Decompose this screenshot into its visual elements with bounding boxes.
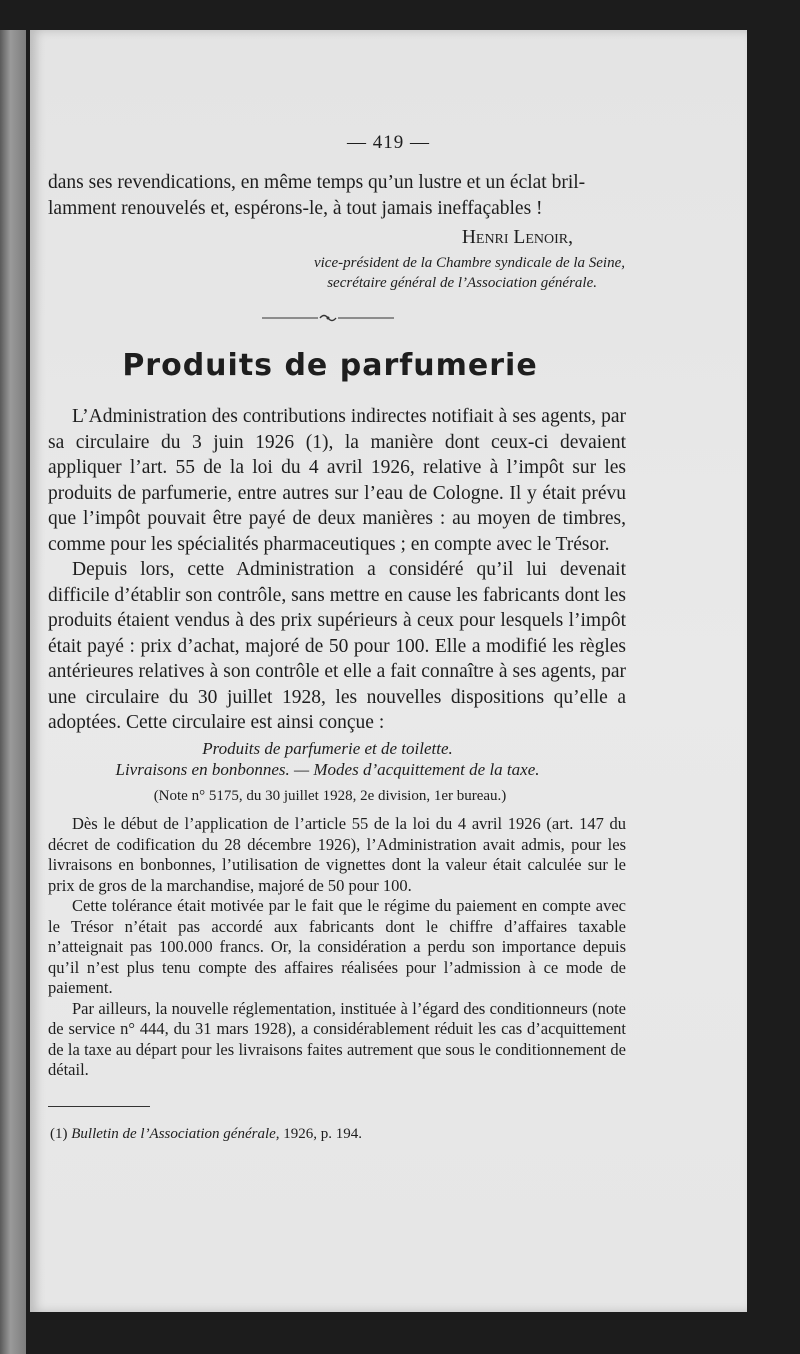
footnote-source: Bulletin de l’Association générale, [71,1126,280,1142]
ornament-divider [262,312,394,324]
opening-line-1: dans ses revendications, en même temps qu’un lustre et un éclat bril- [48,172,586,193]
opening-text [48,170,626,221]
footnote-detail: 1926, p. 194. [279,1126,363,1142]
signature-role-1: vice-président de la Chambre syndicale de la Seine, [313,255,625,271]
article-paragraph-2: Depuis lors, cette Administration a considéré qu’il lui devenait difficile d’établir son contrôle, sans mettre en cause les fabricants dont les produits étaient vendus à des prix supérieurs à ceux pour lesquels l’impôt était payé : prix d’achat, majoré de 50 pour 100. Elle a modifié les règles antérieures relatives à son contrôle et elle a fait connaître à ses agents, par une circulaire du 30 juillet 1928, les nouvelles dispositions qu’elle a adoptées. Cette circulaire est ainsi conçue : [48,559,626,733]
document-page [30,30,747,1312]
page-number: — 419 — [347,132,430,153]
circular-paragraph-3: Par ailleurs, la nouvelle réglementation, instituée à l’égard des conditionneurs (note de service n° 444, du 31 mars 1928), a considérablement réduit les cas d’acquittement de la taxe au départ pour les livraisons faites autrement que sous le conditionnement de détail. [48,998,626,1079]
book-spine [0,30,26,1354]
circular-body [48,814,626,1081]
footnote [50,1126,362,1143]
opening-line-2: lamment renouvelés et, espérons-le, à tout jamais ineffaçables ! [48,197,543,219]
footnote-rule [48,1106,150,1107]
article-title: Produits de parfumerie [122,348,538,383]
signature-name: Henri Lenoir, [461,227,573,248]
article-paragraph-1: L’Administration des contributions indirectes notifiait à ses agents, par sa circulaire du 3 juin 1926 (1), la manière dont ceux-ci devaient appliquer l’art. 55 de la loi du 4 avril 1926, relative à l’impôt sur les produits de parfumerie, entre autres sur l’eau de Cologne. Il y était prévu que l’impôt pouvait être payé de deux manières : au moyen de timbres, comme pour les spécialités pharmaceutiques ; en compte avec le Trésor. [48,406,626,555]
signature-role-2: secrétaire général de l’Association générale. [327,275,597,291]
circular-paragraph-2: Cette tolérance était motivée par le fait que le régime du paiement en compte avec le Trésor n’était pas accordé aux fabricants dont le chiffre d’affaires taxable n’atteignait pas 100.000 francs. Or, la considération a perdu son importance depuis qu’il n’est plus tenu compte des affaires réalisées pour l’admission à ce mode de paiement. [48,896,626,997]
circular-paragraph-1: Dès le début de l’application de l’article 55 de la loi du 4 avril 1926 (art. 147 du décret de codification du 28 décembre 1926), l’Administration avait admis, pour les livraisons en bonbonnes, l’utilisation de vignettes dont la valeur était calculée sur le prix de gros de la marchandise, majoré de 50 pour 100. [48,814,626,895]
signature-block [30,227,625,293]
footnote-marker: (1) [50,1126,68,1142]
circular-note: (Note n° 5175, du 30 juillet 1928, 2e division, 1er bureau.) [153,788,507,804]
circular-heading-2: Livraisons en bonbonnes. — Modes d’acquittement de la taxe. [115,760,540,779]
circular-heading-1: Produits de parfumerie et de toilette. [202,739,453,758]
article-body [48,404,626,736]
